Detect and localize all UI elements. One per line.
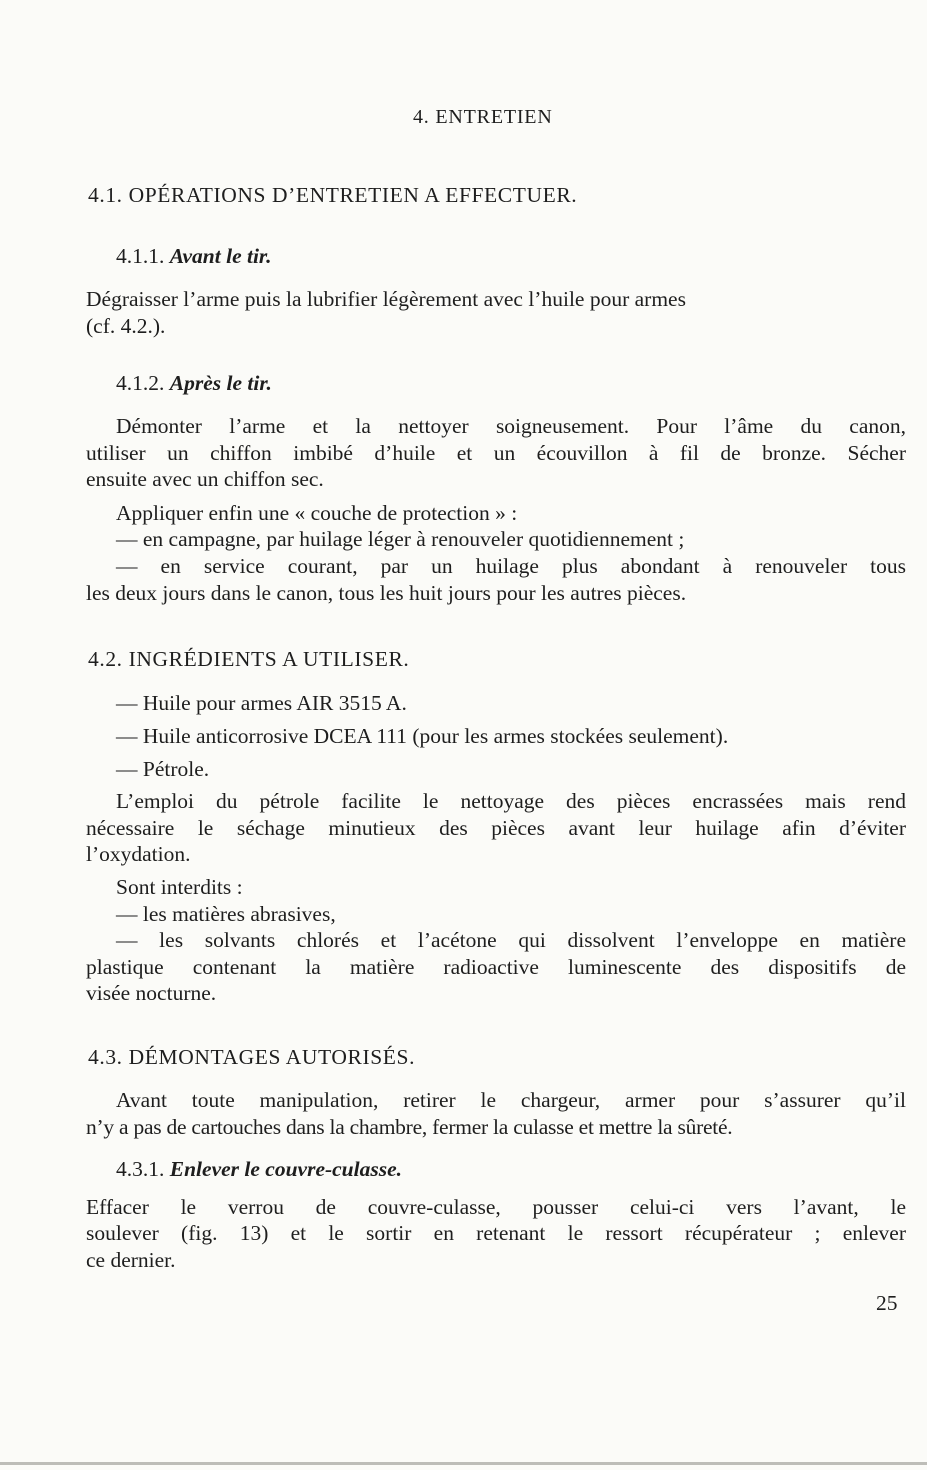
paragraph-line: l’oxydation. xyxy=(86,842,191,866)
list-item: — Huile anticorrosive DCEA 111 (pour les armes stockées seulement). xyxy=(116,724,729,748)
section-4-2-heading: 4.2. INGRÉDIENTS A UTILISER. xyxy=(88,647,410,671)
list-item-continuation: plastique contenant la matière radioactive luminescente des dispositifs de xyxy=(86,955,906,979)
subsection-4-1-2-heading xyxy=(116,370,272,397)
paragraph-line: utiliser un chiffon imbibé d’huile et un écouvillon à fil de bronze. Sécher xyxy=(86,441,906,465)
section-4-3-heading: 4.3. DÉMONTAGES AUTORISÉS. xyxy=(88,1045,416,1069)
list-item-continuation: visée nocturne. xyxy=(86,981,217,1005)
paragraph-line: ce dernier. xyxy=(86,1248,176,1272)
subsection-number: 4.1.1. xyxy=(116,244,165,268)
paragraph-line: Effacer le verrou de couvre-culasse, pousser celui-ci vers l’avant, le xyxy=(86,1195,906,1219)
subsection-title: Après le tir. xyxy=(169,371,272,395)
list-item: — Pétrole. xyxy=(116,757,210,781)
paragraph-line: soulever (fig. 13) et le sortir en retenant le ressort récupérateur ; enlever xyxy=(86,1221,906,1245)
chapter-title: 4. ENTRETIEN xyxy=(413,106,553,128)
list-item: — Huile pour armes AIR 3515 A. xyxy=(116,691,407,715)
list-item: — les solvants chlorés et l’acétone qui dissolvent l’enveloppe en matière xyxy=(116,928,906,952)
scan-edge-line xyxy=(0,1462,927,1465)
paragraph-line: Dégraisser l’arme puis la lubrifier légèrement avec l’huile pour armes xyxy=(86,287,686,311)
paragraph-line: Sont interdits : xyxy=(116,875,243,899)
list-item-continuation: les deux jours dans le canon, tous les huit jours pour les autres pièces. xyxy=(86,581,687,605)
paragraph-line: Appliquer enfin une « couche de protection » : xyxy=(116,501,518,525)
page-number: 25 xyxy=(876,1291,898,1315)
list-item: — en campagne, par huilage léger à renouveler quotidiennement ; xyxy=(116,527,685,551)
paragraph-line: Démonter l’arme et la nettoyer soigneusement. Pour l’âme du canon, xyxy=(116,414,906,438)
subsection-title: Enlever le couvre-culasse. xyxy=(169,1157,403,1181)
subsection-title: Avant le tir. xyxy=(169,244,272,268)
list-item: — en service courant, par un huilage plus abondant à renouveler tous xyxy=(116,554,906,578)
subsection-4-1-1-heading xyxy=(116,243,272,270)
paragraph-line: ensuite avec un chiffon sec. xyxy=(86,467,324,491)
list-item: — les matières abrasives, xyxy=(116,902,336,926)
paragraph-line: Avant toute manipulation, retirer le chargeur, armer pour s’assurer qu’il xyxy=(116,1088,906,1112)
subsection-4-3-1-heading xyxy=(116,1156,402,1183)
subsection-number: 4.3.1. xyxy=(116,1157,165,1181)
paragraph-line: nécessaire le séchage minutieux des pièces avant leur huilage afin d’éviter xyxy=(86,816,906,840)
paragraph-line: (cf. 4.2.). xyxy=(86,314,166,338)
subsection-number: 4.1.2. xyxy=(116,371,165,395)
paragraph-line: L’emploi du pétrole facilite le nettoyage des pièces encrassées mais rend xyxy=(116,789,906,813)
section-4-1-heading: 4.1. OPÉRATIONS D’ENTRETIEN A EFFECTUER. xyxy=(88,183,578,207)
paragraph-line: n’y a pas de cartouches dans la chambre, fermer la culasse et mettre la sûreté. xyxy=(86,1115,733,1139)
